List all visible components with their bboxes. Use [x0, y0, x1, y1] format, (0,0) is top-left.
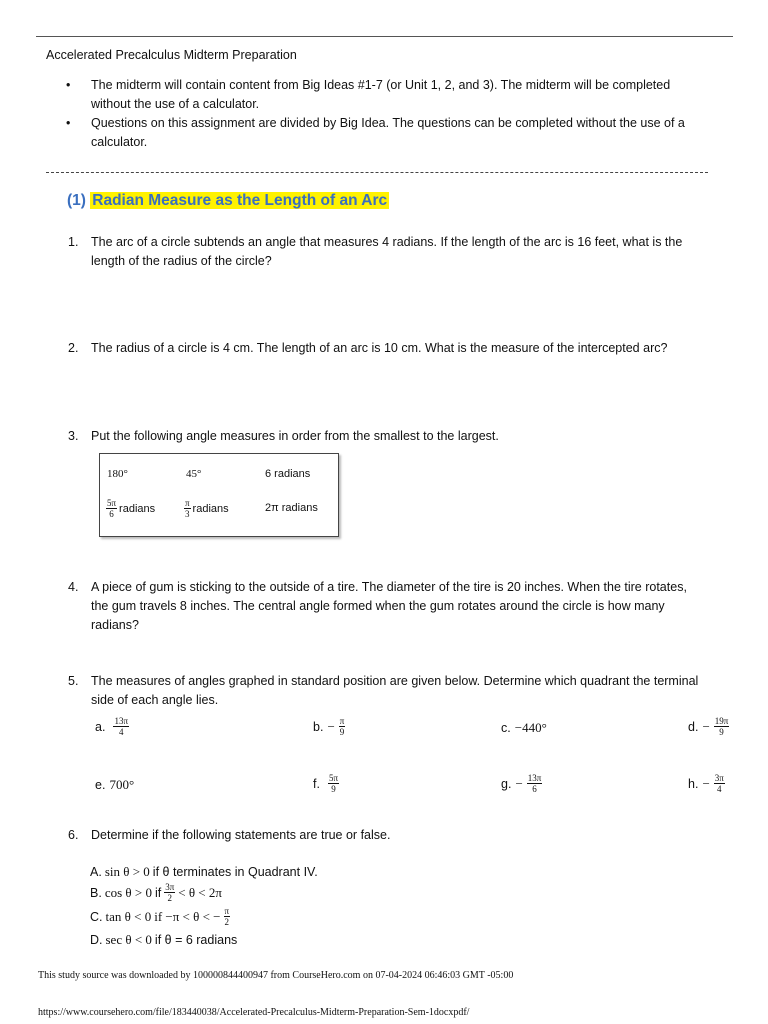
statement-rest: if θ terminates in Quadrant IV.	[152, 865, 318, 879]
top-rule	[36, 36, 733, 37]
numerator: 5π	[107, 498, 117, 508]
question-2-text: The radius of a circle is 4 cm. The length of an arc is 10 cm. What is the measure of the intercepted arc?	[91, 341, 668, 355]
angle-2pi-radians: 2π radians	[265, 502, 318, 514]
question-4-line-3: radians?	[91, 618, 139, 632]
q5-item-c	[501, 720, 547, 736]
question-5-number: 5.	[68, 674, 79, 688]
unit: radians	[192, 502, 229, 515]
denominator: 9	[339, 727, 345, 737]
denominator: 9	[331, 784, 336, 794]
denominator: 2	[224, 917, 230, 927]
q5-item-h	[688, 773, 725, 794]
denominator: 3	[185, 509, 190, 519]
item-label: g.	[501, 776, 512, 791]
question-4-number: 4.	[68, 580, 79, 594]
item-label: f.	[313, 776, 320, 791]
angle-6-radians: 6 radians	[265, 468, 311, 480]
fraction	[113, 716, 129, 737]
statement-rest: < θ < 2π	[178, 884, 222, 900]
q5-item-d	[688, 716, 729, 737]
statement-label: C.	[90, 909, 103, 924]
dashed-divider	[46, 172, 708, 173]
statement-condition: sec θ < 0	[105, 932, 152, 947]
denominator: 4	[717, 784, 722, 794]
question-5-line-2: side of each angle lies.	[91, 693, 219, 707]
statement-rest: if −π < θ < −	[154, 908, 221, 924]
question-1-number: 1.	[68, 235, 79, 249]
sign: −	[327, 718, 335, 734]
question-1-text	[91, 233, 711, 271]
item-label: h.	[688, 776, 699, 791]
q5-item-f	[313, 773, 339, 794]
fraction	[328, 773, 339, 794]
question-3-text: Put the following angle measures in order from the smallest to the largest.	[91, 429, 499, 443]
question-1-line-1: The arc of a circle subtends an angle that measures 4 radians. If the length of the arc is 16 feet, what is the	[91, 235, 683, 249]
q5-item-g	[501, 773, 542, 794]
statement-condition: cos θ > 0	[104, 884, 152, 900]
numerator: 5π	[328, 773, 338, 783]
numerator: π	[185, 498, 190, 508]
question-5-text	[91, 672, 711, 710]
question-4-line-1: A piece of gum is sticking to the outside of a tire. The diameter of the tire is 20 inches. When the tire rotates,	[91, 580, 687, 594]
section-heading	[67, 192, 389, 210]
statement-label: D.	[90, 933, 103, 947]
numerator: 3π	[714, 773, 724, 783]
angle-180-deg: 180°	[107, 468, 128, 480]
statement-condition: tan θ < 0	[105, 908, 152, 924]
download-notice: This study source was downloaded by 100000844400947 from CourseHero.com on 07-04-2024 06:46:03 GMT -05:00	[38, 970, 514, 981]
item-label: c.	[501, 721, 511, 735]
fraction	[527, 773, 543, 794]
item-label: a.	[95, 719, 106, 734]
bullet-1	[91, 76, 711, 114]
sign: −	[702, 775, 710, 791]
statement-label: B.	[90, 885, 102, 900]
fraction	[224, 906, 231, 927]
sign: −	[702, 718, 710, 734]
question-1-line-2: length of the radius of the circle?	[91, 254, 272, 268]
denominator: 2	[167, 893, 172, 903]
angle-45-deg: 45°	[186, 468, 202, 480]
denominator: 6	[109, 509, 114, 519]
fraction	[106, 498, 117, 519]
section-title: Radian Measure as the Length of an Arc	[92, 192, 388, 209]
question-4-text	[91, 578, 711, 635]
bullet-2	[91, 114, 711, 152]
question-6-number: 6.	[68, 828, 79, 842]
statement-rest: if θ = 6 radians	[154, 933, 238, 947]
numerator: 13π	[114, 716, 128, 726]
q6-statement-d	[90, 932, 237, 948]
unit: radians	[119, 502, 156, 515]
fraction	[164, 882, 175, 903]
q5-item-b	[313, 716, 345, 737]
bullet-2-line-1: Questions on this assignment are divided by Big Idea. The questions can be completed without the use of a	[91, 116, 685, 130]
angle-5pi-6	[106, 498, 155, 519]
statement-label: A.	[90, 865, 102, 879]
fraction	[184, 498, 191, 519]
fraction	[339, 716, 346, 737]
numerator: π	[224, 906, 230, 916]
numerator: π	[339, 716, 345, 726]
bullet-2-line-2: calculator.	[91, 135, 148, 149]
source-url[interactable]: https://www.coursehero.com/file/183440038/Accelerated-Precalculus-Midterm-Preparation-Sem-1docxpdf/	[38, 1007, 470, 1018]
sign: −	[515, 775, 523, 791]
item-label: d.	[688, 719, 699, 734]
question-6-text: Determine if the following statements are true or false.	[91, 828, 391, 842]
angle-pi-3	[184, 498, 229, 519]
q6-statement-b	[90, 882, 222, 903]
angle-value: 700°	[109, 777, 135, 792]
q5-item-a	[95, 716, 129, 737]
statement-if: if	[154, 885, 162, 900]
item-label: b.	[313, 719, 324, 734]
document-header: Accelerated Precalculus Midterm Preparation	[46, 48, 297, 62]
bullet-dot: •	[66, 78, 71, 92]
section-number: (1)	[67, 192, 86, 209]
q5-item-e	[95, 777, 134, 793]
bullet-dot: •	[66, 116, 71, 130]
numerator: 13π	[527, 773, 542, 783]
q6-statement-a	[90, 864, 318, 880]
denominator: 4	[118, 727, 124, 737]
question-2-number: 2.	[68, 341, 79, 355]
q6-statement-c	[90, 906, 230, 927]
bullet-1-line-2: without the use of a calculator.	[91, 97, 260, 111]
fraction	[714, 716, 730, 737]
angle-measures-box	[99, 453, 339, 537]
question-5-line-1: The measures of angles graphed in standard position are given below. Determine which quadrant the terminal	[91, 674, 699, 688]
statement-condition: sin θ > 0	[104, 864, 150, 879]
denominator: 9	[719, 727, 724, 737]
item-label: e.	[95, 778, 106, 792]
angle-value: −440°	[514, 720, 547, 735]
fraction	[714, 773, 725, 794]
denominator: 6	[532, 784, 537, 794]
numerator: 3π	[165, 882, 175, 892]
question-3-number: 3.	[68, 429, 79, 443]
bullet-1-line-1: The midterm will contain content from Big Ideas #1-7 (or Unit 1, 2, and 3). The midterm will be completed	[91, 78, 671, 92]
question-4-line-2: the gum travels 8 inches. The central angle formed when the gum rotates around the circle is how many	[91, 599, 665, 613]
numerator: 19π	[714, 716, 729, 726]
